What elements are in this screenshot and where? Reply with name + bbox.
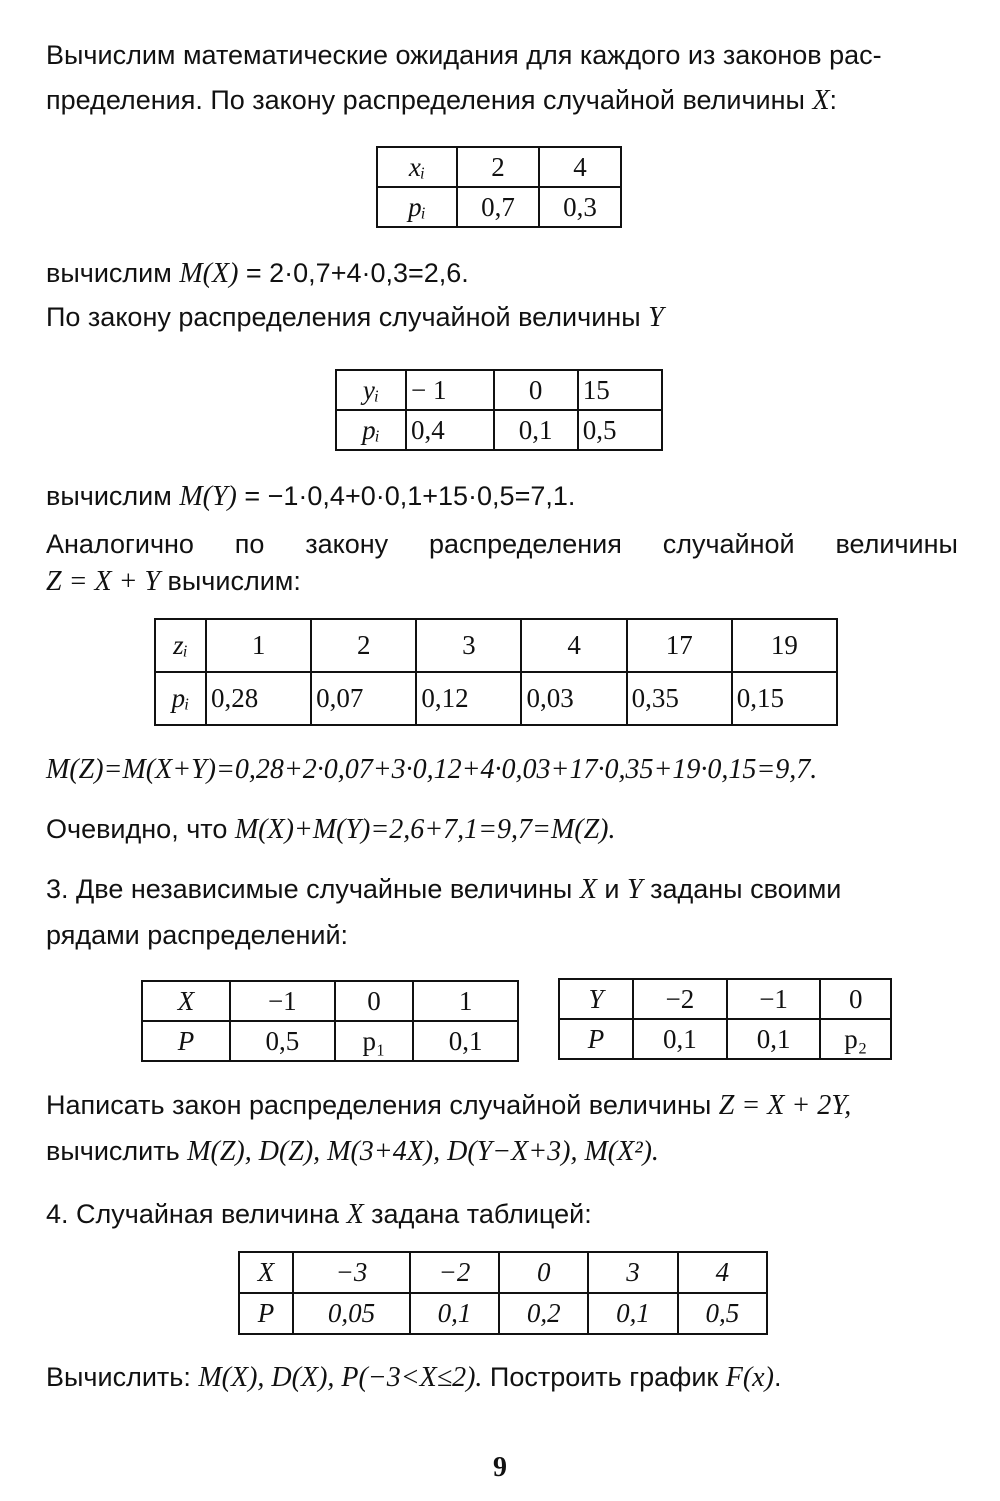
- table-cell: 0,2: [499, 1293, 588, 1334]
- table-cell: 4: [539, 147, 621, 187]
- text-line: По закону распределения случайной величины Y: [46, 302, 664, 333]
- table-cell: 3: [416, 619, 521, 672]
- text-line: Написать закон распределения случайной величины Z = X + 2Y,: [46, 1090, 852, 1121]
- text-line-justified: Аналогично по закону распределения случайной величины: [46, 529, 958, 559]
- table-cell: 0,07: [311, 672, 416, 725]
- table-cell: −1: [727, 979, 821, 1019]
- text-line: рядами распределений:: [46, 920, 349, 950]
- table-cell: 0,5: [678, 1293, 767, 1334]
- table-header-cell: P: [239, 1293, 293, 1334]
- table-cell: 0,7: [457, 187, 539, 227]
- text-line: пределения. По закону распределения случайной величины X:: [46, 85, 838, 116]
- text-line: 4. Случайная величина X задана таблицей:: [46, 1199, 592, 1230]
- table-cell: 17: [627, 619, 732, 672]
- table-cell: 0: [820, 979, 891, 1019]
- text-line: Z = X + Y вычислим:: [46, 566, 301, 597]
- table-cell: 3: [588, 1252, 677, 1293]
- table-cell: −2: [410, 1252, 499, 1293]
- table-cell: 15: [578, 370, 662, 410]
- table-cell: 1: [206, 619, 311, 672]
- text-line: Очевидно, что M(X)+M(Y)=2,6+7,1=9,7=M(Z).: [46, 814, 616, 845]
- table-cell: 0,1: [494, 410, 578, 450]
- table-header-cell: zᵢ: [155, 619, 206, 672]
- table-header-cell: yᵢ: [336, 370, 406, 410]
- table-header-cell: P: [559, 1019, 633, 1059]
- text-line: вычислим M(X) = 2·0,7+4·0,3=2,6.: [46, 258, 469, 289]
- table-header-cell: X: [142, 981, 230, 1021]
- table-header-cell: pᵢ: [377, 187, 457, 227]
- table-cell: 0,5: [578, 410, 662, 450]
- table-cell: −3: [293, 1252, 410, 1293]
- table-cell: 0: [335, 981, 414, 1021]
- distribution-table-y: [335, 369, 663, 451]
- distribution-table-3x: [141, 980, 519, 1062]
- table-cell: 0,12: [416, 672, 521, 725]
- table-cell: 0: [494, 370, 578, 410]
- table-cell: 0,4: [406, 410, 494, 450]
- table-cell: 4: [521, 619, 626, 672]
- table-cell: 0,5: [230, 1021, 335, 1061]
- table-header-cell: xᵢ: [377, 147, 457, 187]
- table-cell: p₁: [335, 1021, 414, 1061]
- table-cell: 19: [732, 619, 837, 672]
- table-cell: 0,03: [521, 672, 626, 725]
- text-line: 3. Две независимые случайные величины X и Y заданы своими: [46, 874, 842, 905]
- table-cell: 0,1: [588, 1293, 677, 1334]
- text-line: Вычислить: M(X), D(X), P(−3<X≤2). Построить график F(x).: [46, 1362, 782, 1393]
- table-cell: 0,35: [627, 672, 732, 725]
- table-header-cell: pᵢ: [155, 672, 206, 725]
- text-line: вычислить M(Z), D(Z), M(3+4X), D(Y−X+3), M(X²).: [46, 1136, 659, 1167]
- table-header-cell: pᵢ: [336, 410, 406, 450]
- table-cell: −2: [633, 979, 727, 1019]
- table-cell: 1: [413, 981, 518, 1021]
- formula-line: M(Z)=M(X+Y)=0,28+2·0,07+3·0,12+4·0,03+17·0,35+19·0,15=9,7.: [46, 754, 818, 785]
- table-cell: 0,1: [727, 1019, 821, 1059]
- table-cell: 0,1: [413, 1021, 518, 1061]
- table-cell: − 1: [406, 370, 494, 410]
- table-cell: 2: [457, 147, 539, 187]
- table-header-cell: P: [142, 1021, 230, 1061]
- distribution-table-3y: [558, 978, 892, 1060]
- table-cell: −1: [230, 981, 335, 1021]
- distribution-table-z: [154, 618, 838, 726]
- distribution-table-x: [376, 146, 622, 228]
- table-cell: 4: [678, 1252, 767, 1293]
- table-cell: 0,28: [206, 672, 311, 725]
- table-cell: 2: [311, 619, 416, 672]
- table-cell: 0,1: [410, 1293, 499, 1334]
- text-line: Вычислим математические ожидания для каждого из законов рас-: [46, 40, 882, 70]
- table-cell: 0,1: [633, 1019, 727, 1059]
- table-header-cell: X: [239, 1252, 293, 1293]
- distribution-table-4: [238, 1251, 768, 1335]
- page-number: 9: [493, 1452, 507, 1483]
- table-cell: 0,15: [732, 672, 837, 725]
- table-cell: 0,3: [539, 187, 621, 227]
- table-cell: p₂: [820, 1019, 891, 1059]
- table-header-cell: Y: [559, 979, 633, 1019]
- table-cell: 0,05: [293, 1293, 410, 1334]
- table-cell: 0: [499, 1252, 588, 1293]
- text-line: вычислим M(Y) = −1·0,4+0·0,1+15·0,5=7,1.: [46, 481, 576, 512]
